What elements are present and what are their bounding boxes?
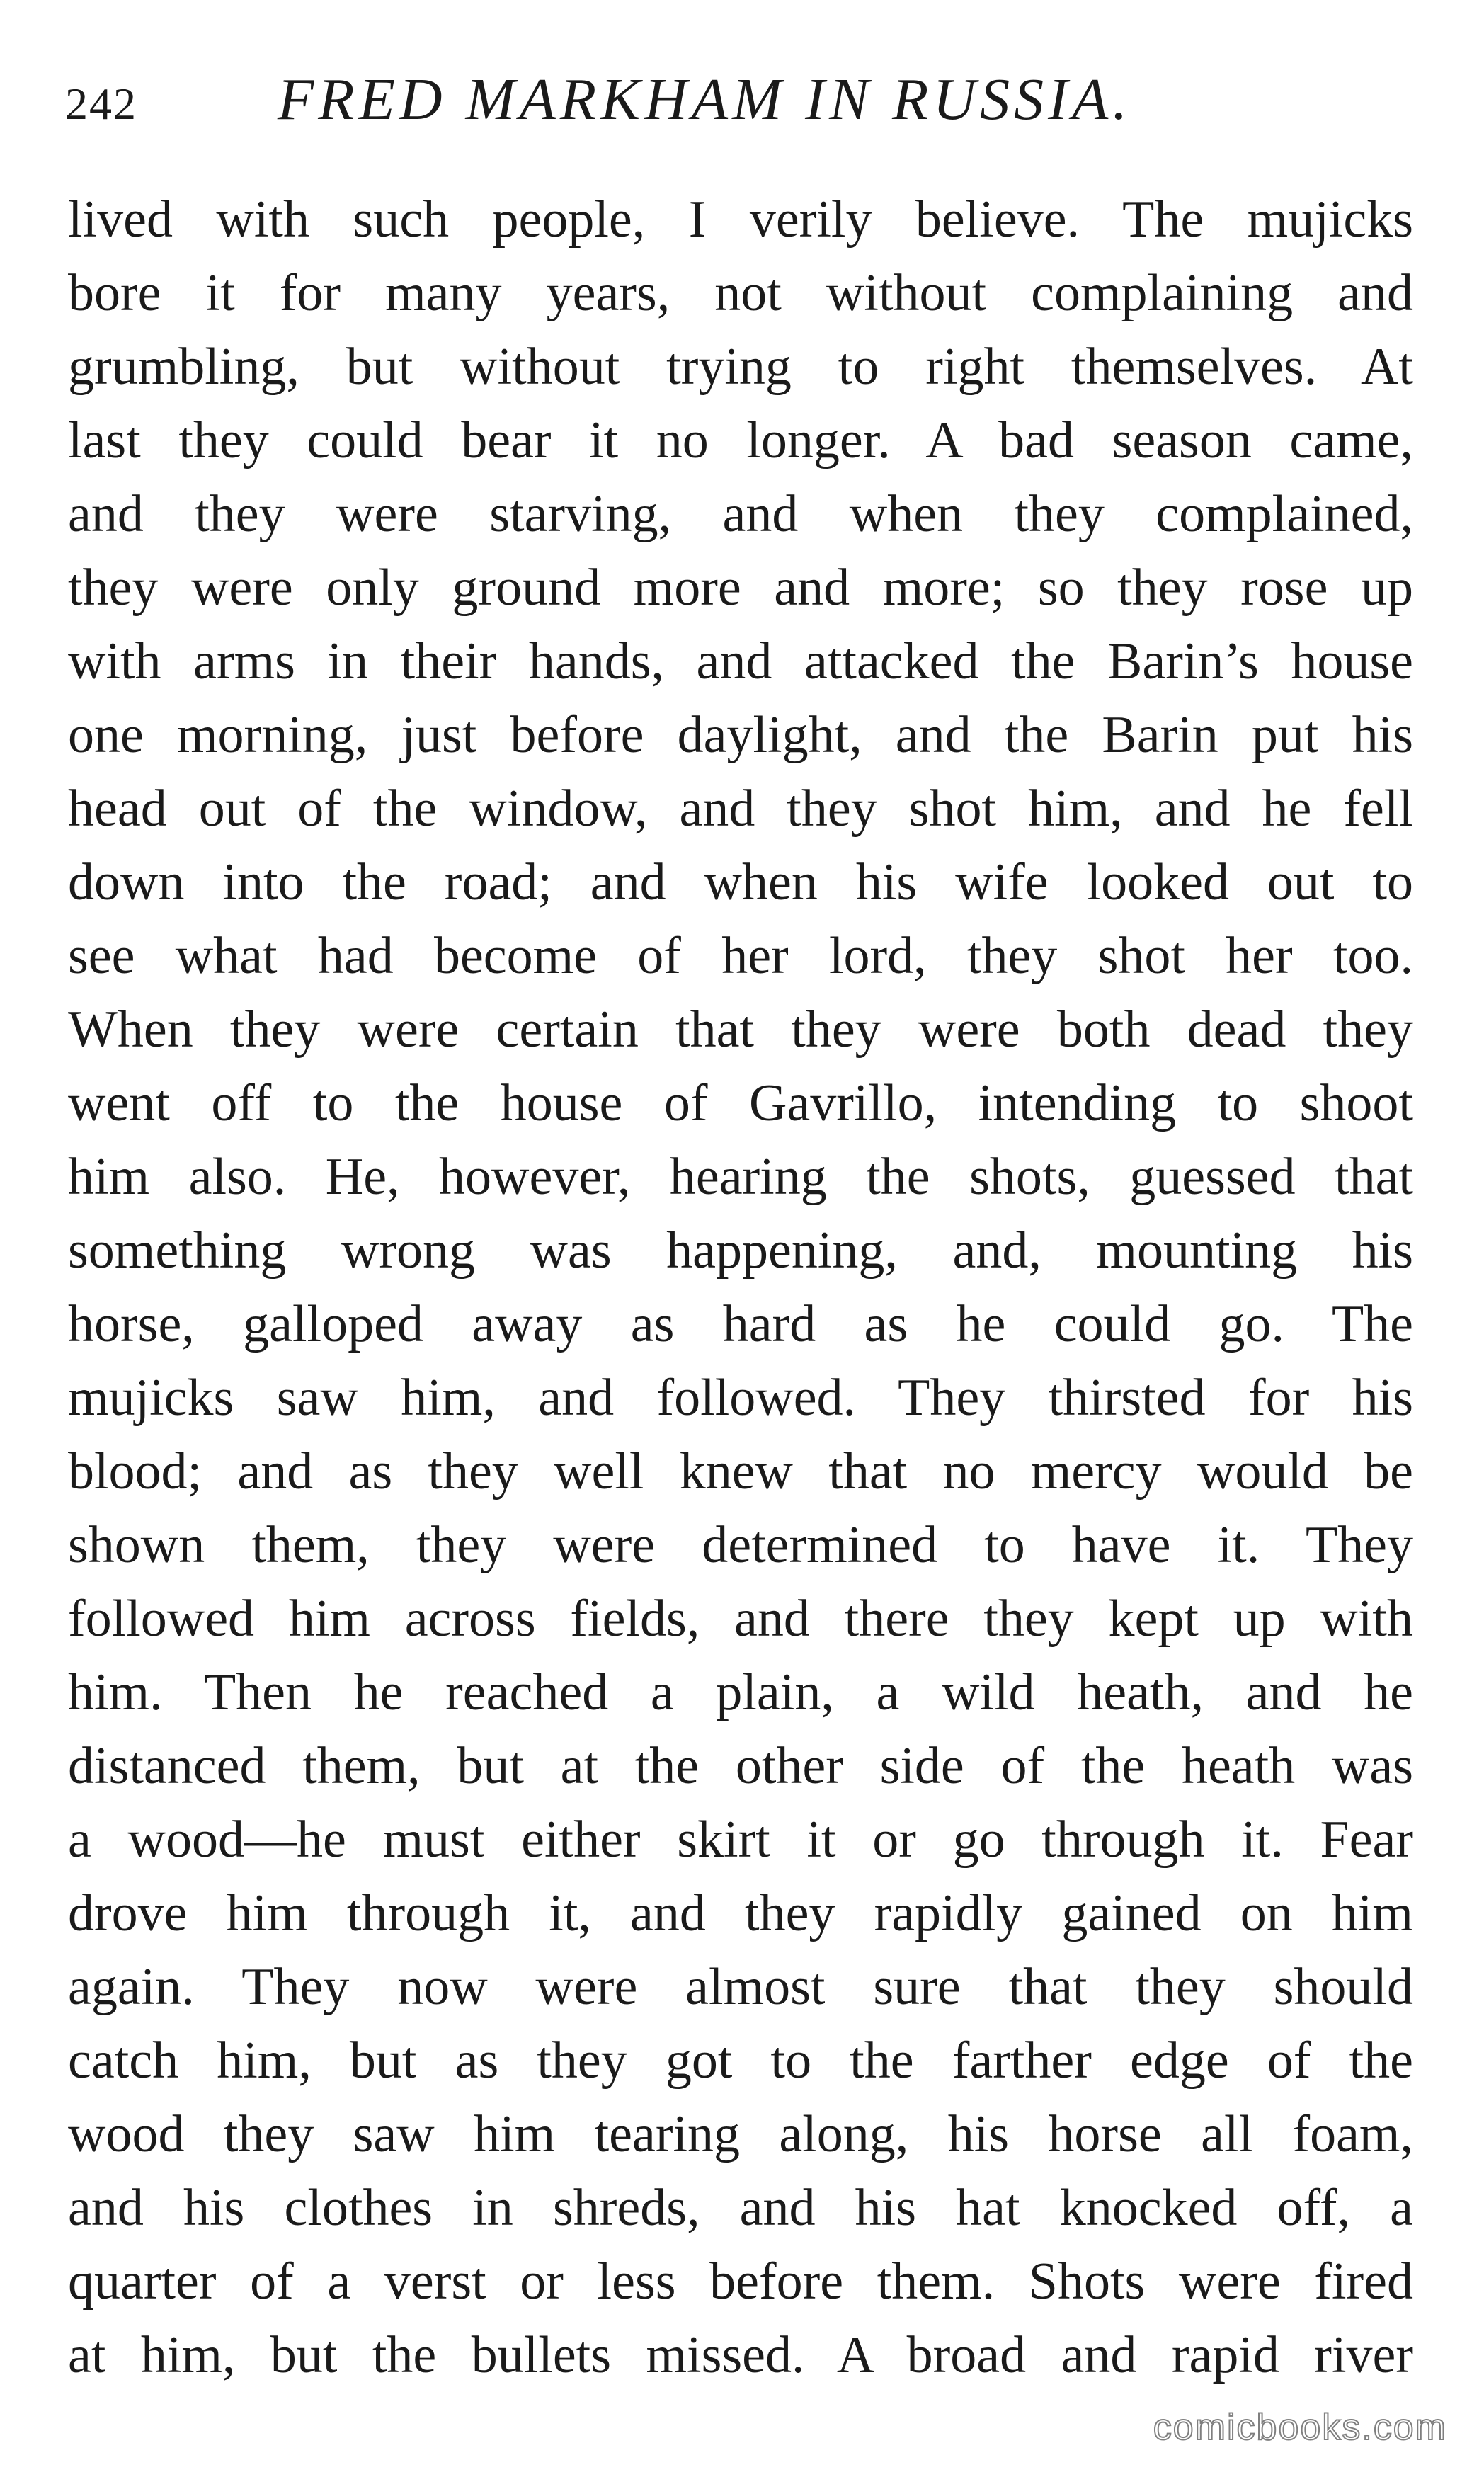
- text-line-28: and his clothes in shreds, and his hat knocked off, a: [68, 2179, 1413, 2237]
- text-line-14: him also. He, however, hearing the shots, guessed that: [68, 1148, 1413, 1206]
- text-line-25: again. They now were almost sure that they should: [68, 1958, 1413, 2016]
- running-head: [65, 65, 1396, 143]
- text-line-4: last they could bear it no longer. A bad season came,: [68, 411, 1413, 469]
- body-text: [68, 183, 1413, 2392]
- text-line-15: something wrong was happening, and, mounting his: [68, 1222, 1413, 1280]
- text-line-26: catch him, but as they got to the farther edge of the: [68, 2032, 1413, 2090]
- text-line-18: blood; and as they well knew that no mercy would be: [68, 1442, 1413, 1501]
- text-line-29: quarter of a verst or less before them. Shots were fired: [68, 2253, 1413, 2311]
- text-line-2: bore it for many years, not without complaining and: [68, 264, 1413, 322]
- text-line-10: down into the road; and when his wife looked out to: [68, 853, 1413, 911]
- text-line-9: head out of the window, and they shot him, and he fell: [68, 780, 1413, 838]
- text-line-30: at him, but the bullets missed. A broad and rapid river: [68, 2326, 1413, 2384]
- text-line-8: one morning, just before daylight, and the Barin put his: [68, 706, 1413, 764]
- text-line-21: him. Then he reached a plain, a wild heath, and he: [68, 1663, 1413, 1721]
- running-title: FRED MARKHAM IN RUSSIA.: [278, 67, 1132, 132]
- text-line-5: and they were starving, and when they complained,: [68, 485, 1413, 543]
- text-line-22: distanced them, but at the other side of the heath was: [68, 1737, 1413, 1795]
- text-line-27: wood they saw him tearing along, his horse all foam,: [68, 2105, 1413, 2163]
- text-line-17: mujicks saw him, and followed. They thirsted for his: [68, 1369, 1413, 1427]
- text-line-24: drove him through it, and they rapidly gained on him: [68, 1884, 1413, 1942]
- text-line-7: with arms in their hands, and attacked the Barin’s house: [68, 632, 1413, 690]
- text-line-13: went off to the house of Gavrillo, intending to shoot: [68, 1074, 1413, 1132]
- text-line-1: lived with such people, I verily believe. The mujicks: [68, 190, 1413, 249]
- text-line-23: a wood—he must either skirt it or go through it. Fear: [68, 1811, 1413, 1869]
- text-line-6: they were only ground more and more; so they rose up: [68, 559, 1413, 617]
- text-line-12: When they were certain that they were both dead they: [68, 1001, 1413, 1059]
- page-number: 242: [65, 79, 137, 129]
- site-watermark: comicbooks.com: [1153, 2407, 1447, 2448]
- text-line-11: see what had become of her lord, they shot her too.: [68, 927, 1413, 985]
- text-line-19: shown them, they were determined to have it. They: [68, 1516, 1413, 1574]
- text-line-3: grumbling, but without trying to right themselves. At: [68, 338, 1413, 396]
- text-line-20: followed him across fields, and there they kept up with: [68, 1590, 1413, 1648]
- text-line-16: horse, galloped away as hard as he could go. The: [68, 1295, 1413, 1353]
